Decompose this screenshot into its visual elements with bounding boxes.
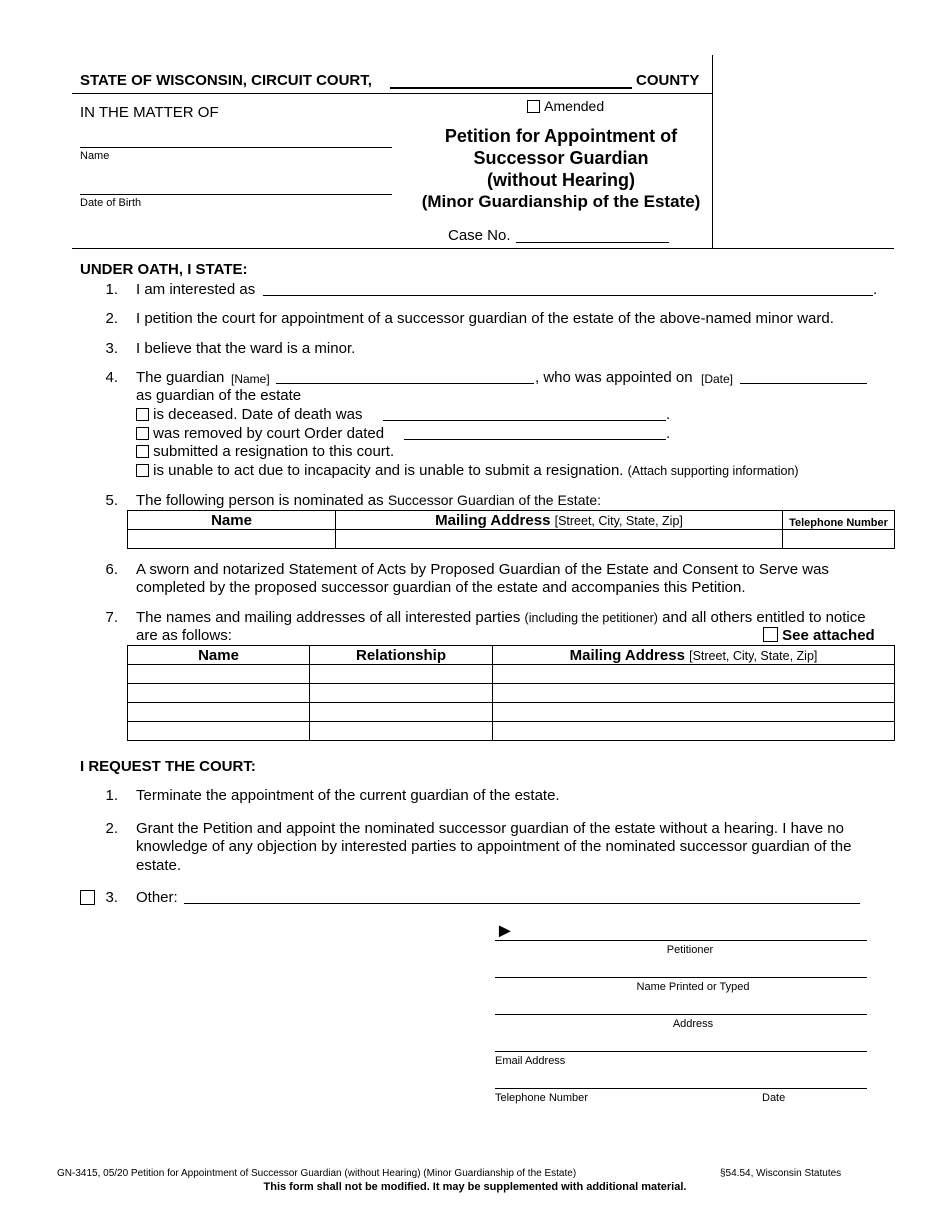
resigned-checkbox[interactable] (136, 445, 149, 458)
item-7-line-1 (136, 609, 866, 626)
request-2-line-3: estate. (136, 857, 182, 874)
party-address-cell[interactable] (493, 722, 895, 741)
removed-label: was removed by court Order dated (153, 425, 385, 442)
request-2-line-1: Grant the Petition and appoint the nominated successor guardian of the estate without a hearing. I have no (136, 820, 844, 837)
title-line-1: Petition for Appointment of (444, 126, 678, 146)
request-heading: I REQUEST THE COURT: (80, 758, 256, 775)
table-row (128, 703, 895, 722)
removed-period: . (666, 425, 671, 442)
option-resigned[interactable] (136, 443, 394, 460)
petitioner-signature-field[interactable] (495, 940, 867, 941)
header-bottom-rule (72, 248, 894, 249)
party-name-cell[interactable] (128, 722, 310, 741)
item-1-text: I am interested as (136, 281, 256, 298)
removal-date-field[interactable] (404, 439, 666, 440)
telephone-label: Telephone Number (495, 1092, 588, 1104)
date-of-death-field[interactable] (383, 420, 666, 421)
item-2-number: 2. (105, 310, 118, 327)
parties-col-relationship: Relationship (310, 646, 493, 665)
address-label: Address (672, 1018, 714, 1030)
address-field[interactable] (495, 1014, 867, 1015)
item-5-text (136, 492, 601, 509)
see-attached-label: See attached (782, 627, 875, 644)
item-1-period: . (873, 281, 878, 298)
table-row (128, 722, 895, 741)
request-1-number: 1. (105, 787, 118, 804)
party-name-cell[interactable] (128, 703, 310, 722)
table-row (128, 684, 895, 703)
option-incapacity[interactable] (136, 462, 799, 479)
table-row (128, 665, 895, 684)
county-label: COUNTY (636, 72, 700, 89)
nominee-name-cell[interactable] (128, 530, 336, 549)
item-6-number: 6. (105, 561, 118, 578)
item-7-line-2: are as follows: (136, 627, 232, 644)
nominee-table (127, 510, 895, 549)
item-2-text: I petition the court for appointment of a successor guardian of the estate of the above-named minor ward. (136, 310, 834, 327)
request-3-text: Other: (136, 889, 178, 906)
item-6-line-1: A sworn and notarized Statement of Acts by Proposed Guardian of the Estate and Consent to Serve was (136, 561, 829, 578)
item-7-lead: The names and mailing addresses of all interested parties (136, 609, 521, 626)
parties-col-name: Name (128, 646, 310, 665)
party-relationship-cell[interactable] (310, 703, 493, 722)
item-4-text: The guardian (136, 369, 225, 386)
nominee-col-name: Name (128, 511, 336, 530)
item-4-line-2: as guardian of the estate (136, 387, 302, 404)
party-address-cell[interactable] (493, 703, 895, 722)
sign-here-arrow-icon: ► (495, 920, 515, 942)
party-relationship-cell[interactable] (310, 665, 493, 684)
petitioner-label: Petitioner (666, 944, 714, 956)
item-3-number: 3. (105, 340, 118, 357)
parties-col-address-hint: [Street, City, State, Zip] (689, 648, 818, 663)
item-3-text: I believe that the ward is a minor. (136, 340, 356, 357)
date-label: Date (762, 1092, 786, 1104)
email-label: Email Address (495, 1055, 566, 1067)
request-2-number: 2. (105, 820, 118, 837)
see-attached-checkbox[interactable] (763, 627, 778, 642)
dob-field[interactable] (80, 194, 392, 195)
footer-form-id: GN-3415, 05/20 Petition for Appointment of Successor Guardian (without Hearing) (Minor Guardianship of the Estate) (57, 1168, 577, 1179)
name-printed-field[interactable] (495, 977, 867, 978)
appointed-date-field[interactable] (740, 383, 867, 384)
option-removed[interactable] (136, 425, 384, 442)
party-name-cell[interactable] (128, 684, 310, 703)
header-vertical-divider (712, 55, 713, 249)
nominee-col-address-hint: [Street, City, State, Zip] (554, 513, 683, 528)
guardian-name-hint: [Name] (231, 372, 270, 386)
nominee-col-phone: Telephone Number (783, 511, 895, 530)
email-field[interactable] (495, 1051, 867, 1052)
case-no-label: Case No. (448, 227, 511, 244)
other-field[interactable] (184, 903, 860, 904)
name-label: Name (80, 150, 110, 162)
title-line-3: (without Hearing) (487, 170, 635, 190)
deceased-label: is deceased. Date of death was (153, 406, 363, 423)
nominee-phone-cell[interactable] (783, 530, 895, 549)
item-5-lead: The following person is nominated as (136, 492, 384, 509)
item-7-number: 7. (105, 609, 118, 626)
title-line-2: Successor Guardian (473, 148, 649, 168)
request-2-line-2: knowledge of any objection by interested parties to appointment of the nominated successor guardian of the (136, 838, 852, 855)
nominee-address-cell[interactable] (336, 530, 783, 549)
parties-table (127, 645, 895, 741)
parties-col-address-label: Mailing Address (569, 646, 685, 664)
parties-col-address (493, 646, 895, 665)
name-field[interactable] (80, 147, 392, 148)
option-deceased[interactable] (136, 406, 362, 423)
request-3-number: 3. (105, 889, 118, 906)
title-line-4: (Minor Guardianship of the Estate) (421, 192, 701, 211)
see-attached-option[interactable] (763, 627, 875, 644)
guardian-name-field[interactable] (276, 383, 534, 384)
incapacity-label: is unable to act due to incapacity and is unable to submit a resignation. (153, 462, 624, 479)
removed-checkbox[interactable] (136, 427, 149, 440)
oath-heading: UNDER OATH, I STATE: (80, 261, 248, 278)
item-5-role: Successor Guardian of the Estate: (387, 492, 602, 508)
amended-option[interactable] (527, 98, 604, 115)
item-6-line-2: completed by the proposed successor guardian of the estate and accompanies this Petition. (136, 579, 746, 596)
other-checkbox[interactable] (80, 890, 95, 905)
request-1-text: Terminate the appointment of the current guardian of the estate. (136, 787, 560, 804)
party-relationship-cell[interactable] (310, 722, 493, 741)
item-7-petitioner-note: (including the petitioner) (524, 611, 658, 625)
item-1-number: 1. (105, 281, 118, 298)
in-the-matter-of: IN THE MATTER OF (80, 104, 219, 121)
telephone-date-field[interactable] (495, 1088, 867, 1089)
incapacity-note: (Attach supporting information) (627, 464, 799, 478)
appointed-date-hint: [Date] (701, 372, 734, 386)
form-title (410, 125, 712, 213)
resigned-label: submitted a resignation to this court. (153, 443, 395, 460)
party-name-cell[interactable] (128, 665, 310, 684)
incapacity-checkbox[interactable] (136, 464, 149, 477)
footer-notice: This form shall not be modified. It may be supplemented with additional material. (263, 1181, 687, 1193)
nominee-col-address-label: Mailing Address (435, 511, 551, 529)
amended-checkbox[interactable] (527, 100, 540, 113)
case-no-field[interactable] (516, 242, 669, 243)
item-5-number: 5. (105, 492, 118, 509)
appointed-text: , who was appointed on (535, 369, 693, 386)
item-4-number: 4. (105, 369, 118, 386)
party-address-cell[interactable] (493, 684, 895, 703)
nominee-row (128, 530, 895, 549)
dob-label: Date of Birth (80, 197, 142, 209)
footer-statute: §54.54, Wisconsin Statutes (720, 1168, 842, 1179)
header-court-rule (72, 93, 712, 94)
nominee-col-address (336, 511, 783, 530)
interested-as-field[interactable] (263, 295, 873, 296)
deceased-period: . (666, 406, 671, 423)
deceased-checkbox[interactable] (136, 408, 149, 421)
amended-label: Amended (544, 98, 605, 114)
party-relationship-cell[interactable] (310, 684, 493, 703)
court-prefix: STATE OF WISCONSIN, CIRCUIT COURT, (80, 72, 372, 89)
party-address-cell[interactable] (493, 665, 895, 684)
item-7-tail: and all others entitled to notice (662, 609, 866, 626)
county-field[interactable] (390, 87, 632, 89)
name-printed-label: Name Printed or Typed (636, 981, 750, 993)
